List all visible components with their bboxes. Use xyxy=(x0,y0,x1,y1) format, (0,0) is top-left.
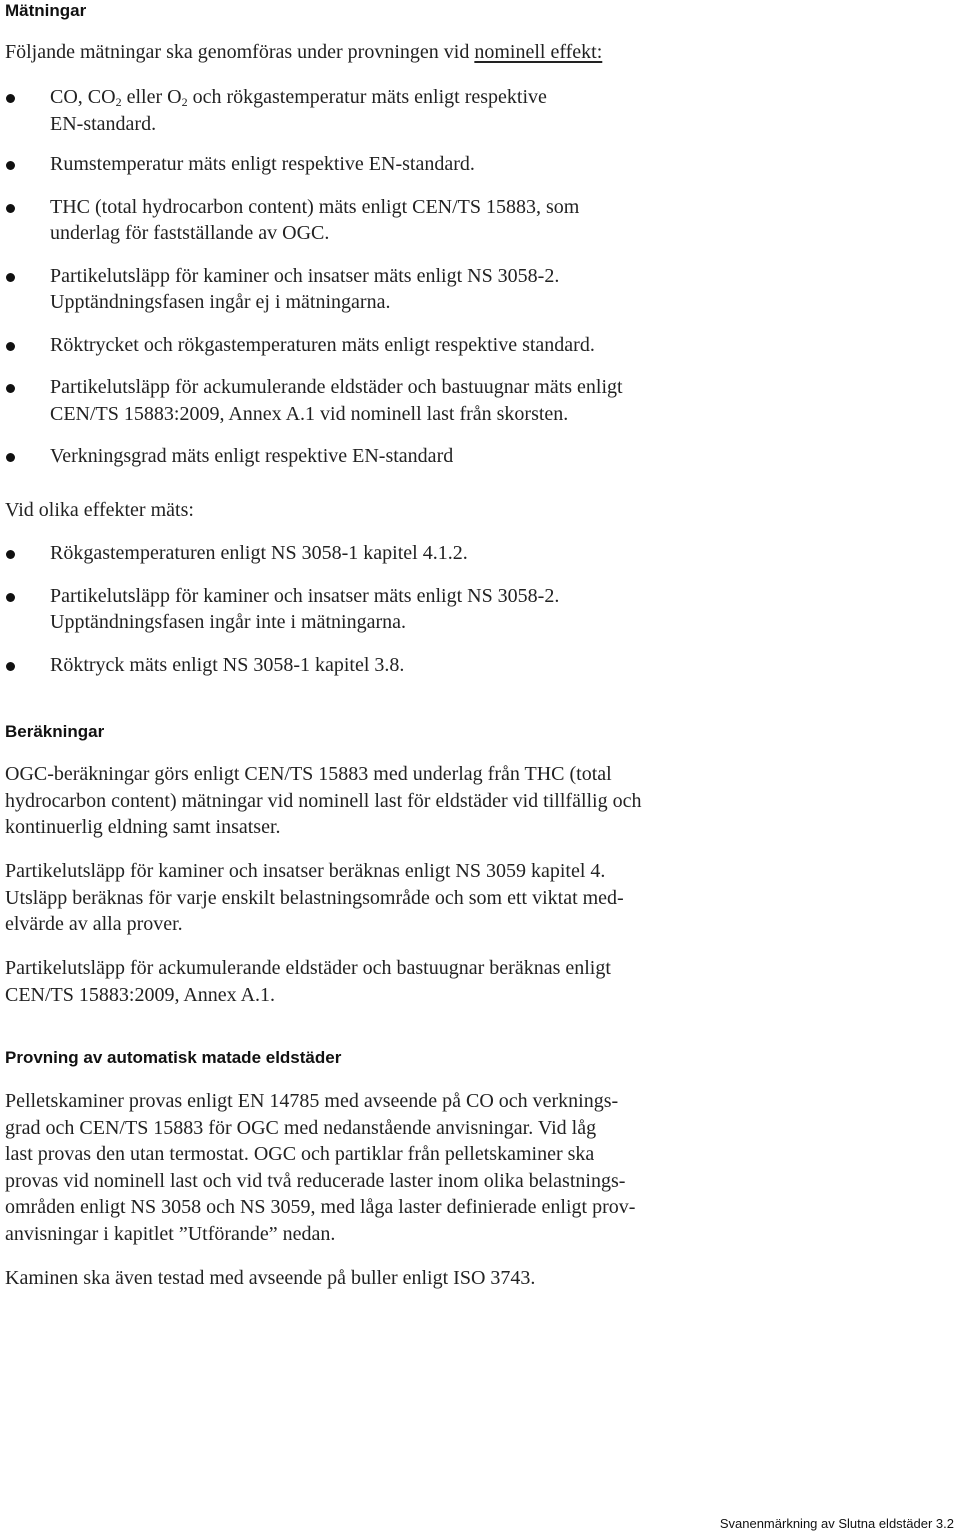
list-item-text: Partikelutsläpp för ackumulerande eldstäder och bastuugnar mäts enligt xyxy=(50,376,623,398)
paragraph-line: kontinuerlig eldning samt insatser. xyxy=(5,816,281,838)
measurement-list xyxy=(0,84,760,470)
list-item xyxy=(0,540,760,567)
list-item-text: Partikelutsläpp för kaminer och insatser mäts enligt NS 3058-2. xyxy=(50,584,560,607)
page-footer: Svanenmärkning av Slutna eldstäder 3.2 xyxy=(719,1516,954,1531)
paragraph-line: grad och CEN/TS 15883 för OGC med nedanstående anvisningar. Vid låg xyxy=(5,1116,597,1139)
bullet-icon xyxy=(6,204,15,213)
bullet-icon xyxy=(6,550,15,559)
list-item-text: THC (total hydrocarbon content) mäts enligt CEN/TS 15883, som xyxy=(50,195,580,218)
list-item xyxy=(0,151,760,178)
list-item xyxy=(0,194,760,247)
list-item-text: Röktrycket och rökgastemperaturen mäts enligt respektive standard. xyxy=(50,333,595,356)
list-item-text: Rökgastemperaturen enligt NS 3058-1 kapitel 4.1.2. xyxy=(50,542,468,564)
paragraph-line: Pelletskaminer provas enligt EN 14785 med avseende på CO och verknings- xyxy=(5,1090,619,1112)
list-item-text: Upptändningsfasen ingår ej i mätningarna. xyxy=(50,291,391,313)
list-item xyxy=(0,84,760,137)
list-item-text: Partikelutsläpp för kaminer och insatser mäts enligt NS 3058-2. xyxy=(50,264,560,287)
bullet-icon xyxy=(6,342,15,351)
bullet-icon xyxy=(6,94,15,103)
list-item-text: Röktryck mäts enligt NS 3058-1 kapitel 3.8. xyxy=(50,653,405,676)
paragraph xyxy=(5,858,750,938)
list-item xyxy=(0,652,760,679)
paragraph-line: hydrocarbon content) mätningar vid nominell last för eldstäder vid tillfällig och xyxy=(5,789,642,812)
paragraph xyxy=(5,955,750,1008)
paragraph xyxy=(5,761,750,841)
subscript: 2 xyxy=(181,95,188,109)
paragraph-line: anvisningar i kapitlet ”Utförande” nedan. xyxy=(5,1222,336,1245)
list-item-text: eller O xyxy=(121,86,182,108)
bullet-icon xyxy=(6,662,15,671)
list-item xyxy=(0,263,760,316)
list-item-text: Rumstemperatur mäts enligt respektive EN-standard. xyxy=(50,153,475,175)
paragraph-line: Partikelutsläpp för ackumulerande eldstäder och bastuugnar beräknas enligt xyxy=(5,957,611,979)
intro-paragraph xyxy=(5,39,750,66)
effect-measurement-list xyxy=(0,540,760,678)
list-item-text: Upptändningsfasen ingår inte i mätningarna. xyxy=(50,611,407,633)
list-item xyxy=(0,332,760,359)
heading-provning: Provning av automatisk matade eldstäder xyxy=(5,1048,342,1067)
bullet-icon xyxy=(6,273,15,282)
nominal-effect-term: nominell effekt: xyxy=(474,41,603,63)
paragraph xyxy=(5,1088,750,1247)
heading-berakningar: Beräkningar xyxy=(5,722,105,741)
list-item-text: CO, CO xyxy=(50,86,116,108)
paragraph-line: Utsläpp beräknas för varje enskilt belastningsområde och som ett viktat med- xyxy=(5,886,624,909)
paragraph: Kaminen ska även testad med avseende på buller enligt ISO 3743. xyxy=(5,1267,536,1289)
paragraph-line: CEN/TS 15883:2009, Annex A.1. xyxy=(5,983,276,1006)
paragraph-line: elvärde av alla prover. xyxy=(5,913,183,935)
list-item-text: CEN/TS 15883:2009, Annex A.1 vid nominell last från skorsten. xyxy=(50,402,569,425)
bullet-icon xyxy=(6,593,15,602)
paragraph-line: områden enligt NS 3058 och NS 3059, med låga laster definierade enligt prov- xyxy=(5,1196,636,1218)
list-item xyxy=(0,374,760,427)
list-item xyxy=(0,583,760,636)
paragraph-line: Partikelutsläpp för kaminer och insatser beräknas enligt NS 3059 kapitel 4. xyxy=(5,860,606,882)
heading-matningar: Mätningar xyxy=(5,1,87,20)
list-item xyxy=(0,443,760,470)
list-item-text: Verkningsgrad mäts enligt respektive EN-standard xyxy=(50,445,454,467)
bullet-icon xyxy=(6,453,15,462)
bullet-icon xyxy=(6,384,15,393)
intro-text: Följande mätningar ska genomföras under provningen vid xyxy=(5,41,475,63)
list-item-text: EN-standard. xyxy=(50,112,157,135)
subscript: 2 xyxy=(115,95,122,109)
paragraph-line: provas vid nominell last och vid två reducerade laster inom olika belastnings- xyxy=(5,1169,626,1192)
paragraph-line: OGC-beräkningar görs enligt CEN/TS 15883 med underlag från THC (total xyxy=(5,763,612,785)
bullet-icon xyxy=(6,161,15,170)
paragraph-line: last provas den utan termostat. OGC och partiklar från pelletskaminer ska xyxy=(5,1143,595,1165)
list-item-text: underlag för fastställande av OGC. xyxy=(50,222,330,244)
sub-intro-paragraph: Vid olika effekter mäts: xyxy=(5,499,194,521)
list-item-text: och rökgastemperatur mäts enligt respektive xyxy=(187,86,547,108)
